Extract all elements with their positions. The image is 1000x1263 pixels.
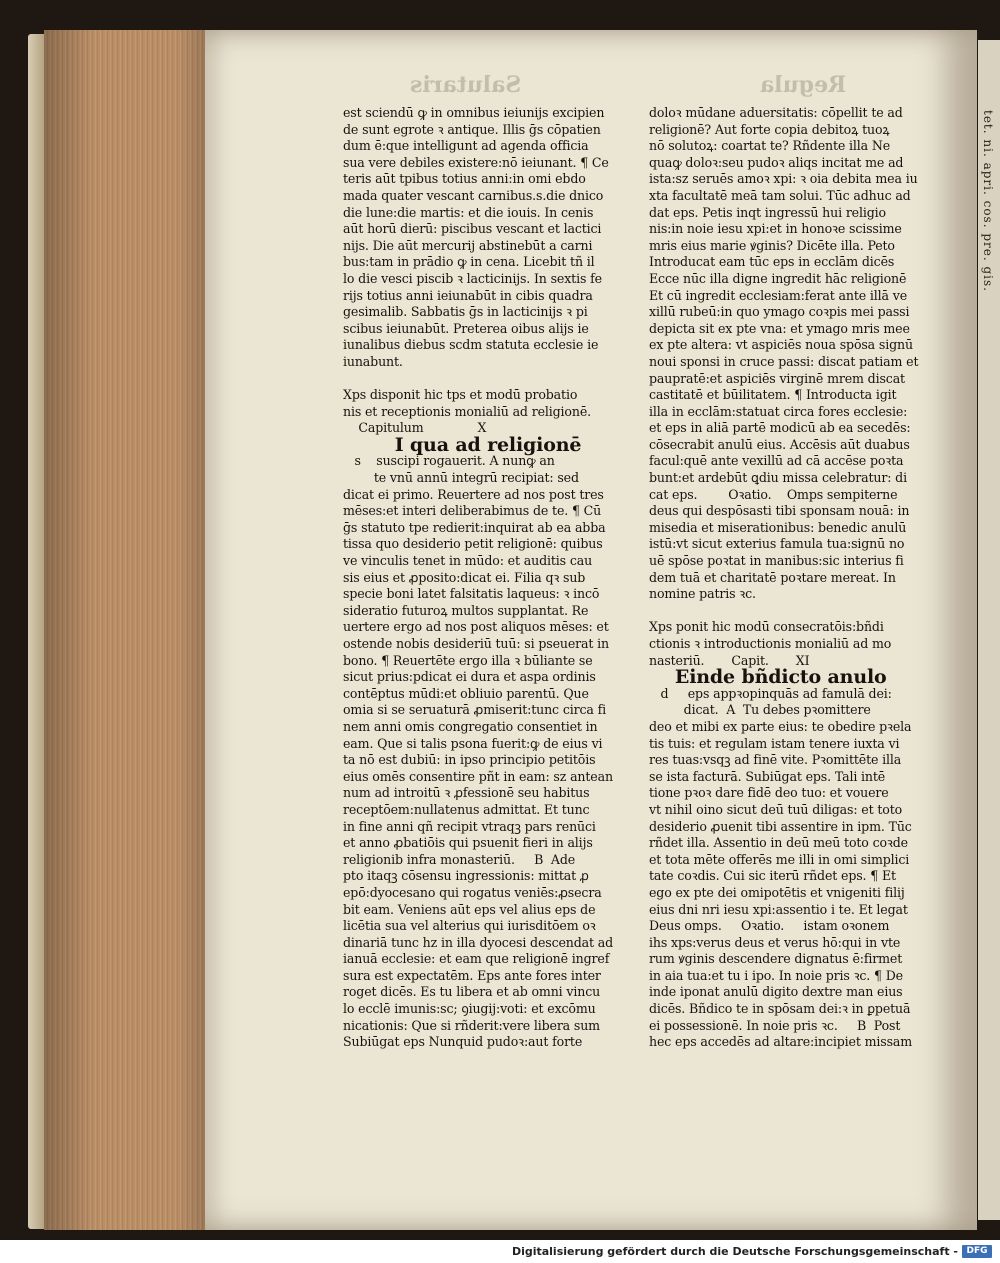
text-line: eius omēs consentire pñt in eam: sz antean: [343, 768, 613, 784]
text-line: die lune:die martis: et die iouis. In cenis: [343, 204, 594, 220]
text-line: sis eius et ꝓposito:dicat ei. Filia qꝛ sub: [343, 569, 586, 585]
text-line: inde iponat anulū digito dextre man eius: [649, 984, 903, 1000]
footer-credit: Digitalisierung gefördert durch die Deutsche Forschungsgemeinschaft -: [511, 1245, 958, 1258]
text-line: vt nihil oino sicut deū tuū diligas: et toto: [649, 801, 903, 817]
text-line: deo et mibi ex parte eius: te obedire pꝛela: [649, 718, 912, 734]
text-line: pto itaqꝫ cōsensu ingressionis: mittat ꝓ: [343, 868, 589, 884]
text-line: roget dicēs. Es tu libera et ab omni vincu: [343, 984, 601, 1000]
text-line: lo ecclē imunis:sc; ꝯiugij:voti: et excōmu: [343, 1001, 596, 1017]
text-line: iunabunt.: [343, 353, 403, 369]
text-line: bus:tam in prādio ꝙ in cena. Licebit tñ il: [343, 254, 595, 270]
text-column-left: [343, 105, 628, 1051]
text-line: gesimalib. Sabbatis ḡs in lacticinijs ꝛ pi: [343, 304, 588, 320]
text-line: dem tuā et charitatē poꝛtare mereat. In: [649, 569, 896, 585]
text-line: num ad introitū ꝛ ꝓfessionē seu habitus: [343, 785, 590, 801]
text-line: dicat. A Tu debes pꝛomittere: [649, 702, 871, 718]
text-line: nasteriū. Capit. XI: [649, 652, 810, 668]
text-line: ei possessionē. In noie pris ꝛc. B Post: [649, 1017, 901, 1033]
text-line: bono. ¶ Reuertēte ergo illa ꝛ būliante se: [343, 652, 593, 668]
text-line: religionē? Aut forte copia debitoꝝ tuoꝝ: [649, 121, 890, 137]
text-line: depicta sit ex pte vna: et ymago mris mee: [649, 320, 910, 336]
text-line: ve vinculis tenet in mūdo: et auditis cau: [343, 553, 593, 569]
text-line: Introducat eam tūc eps in ecclām dicēs: [649, 254, 895, 270]
ghost-header-right: Regula: [760, 72, 847, 98]
text-line: dum ē:que intelligunt ad agenda officia: [343, 138, 589, 154]
text-line: tione pꝛoꝛ dare fidē deo tuo: et vouere: [649, 785, 889, 801]
text-line: nijs. Die aūt mercurij abstinebūt a carni: [343, 237, 593, 253]
text-line: scibus ieiunabūt. Preterea oibus alijs ie: [343, 320, 589, 336]
text-line: licētia sua vel alterius qui iurisditōem oꝛ: [343, 918, 596, 934]
text-line: cōsecrabit anulū eius. Accēsis aūt duabus: [649, 436, 910, 452]
text-line: ḡs statuto tpe redierit:inquirat ab ea abba: [343, 519, 606, 535]
text-line: cat eps. Oꝛatio. Omps sempiterne: [649, 486, 898, 502]
text-line: bunt:et ardebūt ꝗdiu missa celebratur: di: [649, 470, 907, 486]
text-line: desiderio ꝓuenit tibi assentire in ipm. Tūc: [649, 818, 912, 834]
text-line: paupratē:et aspiciēs virginē mrem discat: [649, 370, 905, 386]
dfg-logo: DFG: [962, 1245, 992, 1258]
text-line: misedia et miserationibus: benedic anulū: [649, 519, 907, 535]
text-line: [343, 371, 628, 388]
text-line: ostende nobis desideriū tuū: si pseuerat in: [343, 636, 609, 651]
text-line: et eps in aliā partē modicū ab ea secedēs:: [649, 420, 911, 436]
text-line: est sciendū ꝙ in omnibus ieiunijs excipien: [343, 105, 605, 120]
text-line: nomine patris ꝛc.: [649, 586, 756, 602]
text-line: dinariā tunc hz in illa dyocesi descendat ad: [343, 934, 614, 950]
text-line: [649, 603, 934, 620]
text-line: de sunt egrote ꝛ antique. Illis ḡs cōpatien: [343, 121, 601, 137]
text-line: hec eps accedēs ad altare:incipiet missam: [649, 1034, 913, 1050]
text-line: te vnū annū integrū recipiat: sed: [343, 470, 579, 486]
text-line: ihs xps:verus deus et verus hō:qui in vte: [649, 934, 901, 950]
text-line: religionib infra monasteriū. B Ade: [343, 851, 576, 867]
text-line: doloꝛ mūdane aduersitatis: cōpellit te ad: [649, 105, 903, 120]
text-line: illa in ecclām:statuat circa fores ecclesie:: [649, 403, 908, 419]
text-line: eam. Que si talis psona fuerit:ꝙ de eius vi: [343, 735, 603, 751]
text-line: rum ꝟginis descendere dignatus ē:firmet: [649, 951, 903, 967]
text-line: castitatē et būilitatem. ¶ Introducta igit: [649, 387, 897, 403]
text-line: nicationis: Que si rñderit:vere libera sum: [343, 1017, 600, 1033]
text-line: ianuā ecclesie: et eam que religionē ingref: [343, 951, 610, 967]
text-line: specie boni latet falsitatis laqueus: ꝛ incō: [343, 586, 600, 602]
text-line: ego ex pte dei omipotētis et vnigeniti filij: [649, 884, 905, 900]
text-line: quaꝙ doloꝛ:seu pudoꝛ aliqs incitat me ad: [649, 154, 904, 170]
text-line: in aia tua:et tu i ipo. In noie pris ꝛc. ¶ De: [649, 967, 903, 983]
text-line: sura est expectatēm. Eps ante fores inter: [343, 967, 601, 983]
text-line: dicat ei primo. Reuertere ad nos post tres: [343, 486, 604, 502]
text-line: Xps ponit hic modū consecratōis:bñdi: [649, 619, 884, 635]
text-line: xta facultatē meā tam solui. Tūc adhuc ad: [649, 187, 911, 203]
text-line: ex pte altera: vt aspiciēs noua spōsa signū: [649, 337, 913, 353]
text-line: rijs totius anni ieiunabūt in cibis quadra: [343, 287, 593, 303]
text-line: Capitulum X: [343, 420, 487, 436]
text-line: Xps disponit hic tps et modū probatio: [343, 387, 578, 403]
text-line: s suscipi rogauerit. A nunꝙ an: [343, 453, 555, 469]
fore-edge-shadow: [44, 30, 210, 1230]
text-line: ctionis ꝛ introductionis monialiū ad mo: [649, 636, 892, 651]
text-line: mris eius marie ꝟginis? Dicēte illa. Peto: [649, 237, 895, 253]
text-line: mada quater vescant carnibus.s.die dnico: [343, 187, 604, 203]
text-line: receptōem:nullatenus admittat. Et tunc: [343, 801, 590, 817]
text-line: et anno ꝓbatiōis qui psuenit fieri in alijs: [343, 835, 593, 851]
facing-page-text: tet. ni. apri. cos. pre. gis.: [981, 110, 995, 292]
text-line: sua vere debiles existere:nō ieiunant. ¶ Ce: [343, 154, 609, 170]
text-column-right: [649, 105, 934, 1051]
text-line: bit eam. Veniens aūt eps vel alius eps de: [343, 901, 596, 917]
text-line: sideratio futuroꝝ multos supplantat. Re: [343, 602, 589, 618]
text-line: contēptus mūdi:et obliuio parentū. Que: [343, 685, 589, 701]
text-line: facul:quē ante vexillū ad cā accēse poꝛta: [649, 453, 904, 469]
text-line: iunalibus diebus scdm statuta ecclesie ie: [343, 337, 599, 353]
text-line: res tuas:vsqꝫ ad finē vite. Pꝛomittēte illa: [649, 752, 902, 768]
text-line: aūt horū dierū: piscibus vescant et lactici: [343, 221, 602, 237]
text-line: rñdet illa. Assentio in deū meū toto coꝛde: [649, 835, 908, 851]
text-line: Ecce nūc illa digne ingredit hāc religionē: [649, 270, 907, 286]
text-line: mēses:et interi deliberabimus de te. ¶ Cū: [343, 503, 602, 519]
text-line: nis et receptionis monialiū ad religionē.: [343, 403, 591, 419]
text-line: lo die vesci piscib ꝛ lacticinijs. In sextis fe: [343, 270, 602, 286]
text-line: xillū rubeū:in quo ymago coꝛpis mei passi: [649, 304, 910, 320]
text-line: noui sponsi in cruce passi: discat patiam et: [649, 353, 919, 369]
text-line: tate coꝛdis. Cui sic iterū rñdet eps. ¶ Et: [649, 868, 896, 884]
text-line: Subiūgat eps Nunquid pudoꝛ:aut forte: [343, 1034, 583, 1050]
text-line: nem anni omis congregatio consentiet in: [343, 718, 598, 734]
text-line: I qua ad religionē: [343, 433, 582, 456]
text-line: omia si se seruaturā ꝓmiserit:tunc circa fi: [343, 702, 606, 718]
text-line: deus qui despōsasti tibi sponsam nouā: in: [649, 503, 910, 519]
text-line: ta nō est dubiū: in ipso principio petitōis: [343, 752, 596, 768]
text-line: dat eps. Petis inqt ingressū hui religio: [649, 204, 886, 220]
text-line: dicēs. Bñdico te in spōsam dei:ꝛ in ꝑpetuā: [649, 1001, 911, 1017]
text-line: epō:dyocesano qui rogatus veniēs:ꝓsecra: [343, 884, 602, 900]
text-line: Deus omps. Oꝛatio. istam oꝛonem: [649, 918, 890, 934]
text-line: Et cū ingredit ecclesiam:ferat ante illā ve: [649, 287, 908, 303]
text-line: eius dni nri iesu xpi:assentio i te. Et legat: [649, 901, 908, 917]
text-line: uē spōse poꝛtat in manibus:sic interius fi: [649, 553, 904, 569]
text-line: Einde bñdicto anulo: [649, 666, 887, 689]
text-line: teris aūt tpibus totius anni:in omi ebdo: [343, 171, 586, 187]
text-line: nis:in noie iesu xpi:et in honoꝛe scissime: [649, 221, 902, 237]
text-line: sicut prius:pdicat ei dura et aspa ordinis: [343, 669, 596, 685]
text-line: et tota mēte offerēs me illi in omi simplici: [649, 851, 910, 867]
ghost-header-left: Salutaris: [410, 72, 522, 98]
text-line: d eps appꝛopinquās ad famulā dei:: [649, 685, 892, 701]
text-line: uertere ergo ad nos post aliquos mēses: et: [343, 619, 609, 635]
text-line: tissa quo desiderio petit religionē: quibus: [343, 536, 603, 552]
text-line: ista:sz seruēs amoꝛ xpi: ꝛ oia debita mea iu: [649, 171, 918, 187]
text-line: tis tuis: et regulam istam tenere iuxta vi: [649, 735, 900, 751]
text-line: istū:vt sicut exterius famula tua:signū no: [649, 536, 905, 552]
text-line: nō solutoꝝ: coartat te? Rñdente illa Ne: [649, 138, 891, 154]
text-line: se ista facturā. Subiūgat eps. Tali intē: [649, 768, 886, 784]
text-line: in fine anni qñ recipit vtraqꝫ pars renūci: [343, 818, 596, 834]
